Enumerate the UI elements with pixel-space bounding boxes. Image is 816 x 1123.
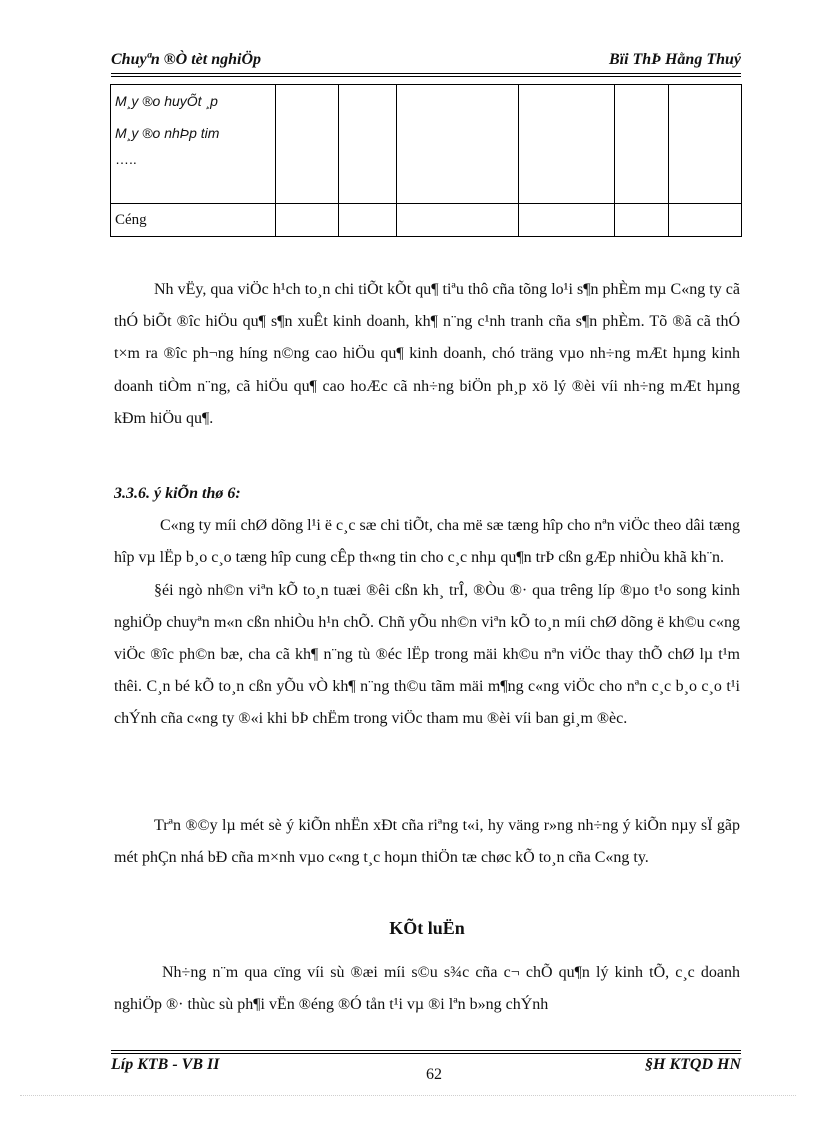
- table-cell: [669, 204, 742, 237]
- table-cell: [397, 85, 519, 204]
- header-right: Bïi ThÞ Hằng Thuý: [608, 51, 741, 68]
- table-cell: [111, 204, 276, 237]
- table-cell: [669, 85, 742, 204]
- header-rule: [111, 73, 741, 74]
- table-cell: [615, 204, 669, 237]
- footer-left: Líp KTB - VB II: [111, 1056, 220, 1073]
- page-number: 62: [426, 1066, 442, 1083]
- footer-right: §H KTQD HN: [645, 1056, 741, 1073]
- body-text: [114, 810, 740, 874]
- table-cell: [276, 204, 339, 237]
- page-break-line: [20, 1095, 796, 1096]
- table-row: [111, 85, 742, 204]
- table-cell: [276, 85, 339, 204]
- table-cell: [397, 204, 519, 237]
- page-header: [111, 48, 741, 74]
- section-heading: 3.3.6. ý kiÕn thø 6:: [114, 485, 241, 502]
- paragraph: Nh vËy, qua viÖc h¹ch to¸n chi tiÕt kÕt qu¶ tiªu thô cña tõng lo¹i s¶n phÈm mµ C«ng ty cã thÓ biÕt ®îc hiÖu qu¶ s¶n xuÊt kinh doanh, kh¶ n¨ng c¹nh tranh cña s¶n phÈm. Tõ ®ã cã thÓ t×m ra ®îc ph¬ng híng n©ng cao hiÖu qu¶ kinh doanh, chó träng vµo nh÷ng mÆt hµng kinh doanh tiÒm n¨ng, cã hiÖu qu¶ cao hoÆc cã nh÷ng biÖn ph¸p xö lý ®èi víi nh÷ng mÆt hµng kÐm hiÖu qu¶.: [114, 281, 740, 427]
- body-text: [114, 274, 740, 435]
- body-text: [114, 912, 740, 944]
- body-text: [114, 957, 740, 1021]
- header-left: Chuyªn ®Ò tèt nghiÖp: [111, 51, 262, 68]
- table-row-label: …..: [115, 151, 137, 167]
- table-cell: [111, 85, 276, 204]
- summary-table: [110, 84, 742, 237]
- table-row-label: M¸y ®o huyÕt ¸p: [115, 93, 218, 109]
- footer-rule: [111, 1050, 741, 1051]
- table-row: [111, 204, 742, 237]
- body-text: [114, 478, 740, 736]
- section-title: KÕt luËn: [389, 918, 465, 938]
- paragraph: Trªn ®©y lµ mét sè ý kiÕn nhËn xÐt cña riªng t«i, hy väng r»ng nh÷ng ý kiÕn nµy sÏ gãp mét phÇn nhá bÐ cña m×nh vµo c«ng t¸c hoµn thiÖn tæ chøc kÕ to¸n cña C«ng ty.: [114, 817, 740, 867]
- paragraph: C«ng ty míi chØ dõng l¹i ë c¸c sæ chi tiÕt, cha më sæ tæng hîp cho nªn viÖc theo dâi tæng hîp vµ lËp b¸o c¸o tæng hîp cung cÊp th«ng tin cho c¸c nhµ qu¶n trÞ cßn gÆp nhiÒu khã kh¨n.: [114, 517, 740, 567]
- page-footer: [111, 1056, 741, 1086]
- table-cell: [339, 204, 397, 237]
- table-cell: [519, 85, 615, 204]
- table-cell: [615, 85, 669, 204]
- header-rule: [111, 76, 741, 77]
- table-row-label: M¸y ®o nhÞp tim: [115, 125, 220, 141]
- footer-rule: [111, 1053, 741, 1054]
- table-total-label: Céng: [115, 212, 147, 228]
- table-cell: [339, 85, 397, 204]
- paragraph: §éi ngò nh©n viªn kÕ to¸n tuæi ®êi cßn kh¸ trÎ, ®Òu ®· qua trêng líp ®µo t¹o song kinh nghiÖp chuyªn m«n cßn nhiÒu h¹n chÕ. Chñ yÕu nh©n viªn kÕ to¸n míi chØ dõng ë kh©u c«ng viÖc ®îc ph©n bæ, cha cã kh¶ n¨ng tù ®éc lËp trong mäi kh©u nªn viÖc thay thÕ chØ lµ t¹m thêi. C¸n bé kÕ to¸n cßn yÕu vÒ kh¶ n¨ng th©u tãm mäi m¶ng c«ng viÖc cho nªn c¸c b¸o c¸o t¹i chÝnh cña c«ng ty ®«i khi bÞ chËm trong viÖc tham mu ®èi víi ban gi¸m ®èc.: [114, 581, 740, 728]
- table-cell: [519, 204, 615, 237]
- paragraph: Nh÷ng n¨m qua cïng víi sù ®æi míi s©u s¾c cña c¬ chÕ qu¶n lý kinh tÕ, c¸c doanh nghiÖp ®· thùc sù ph¶i vËn ®éng ®Ó tån t¹i vµ ®i lªn b»ng chÝnh: [114, 964, 740, 1014]
